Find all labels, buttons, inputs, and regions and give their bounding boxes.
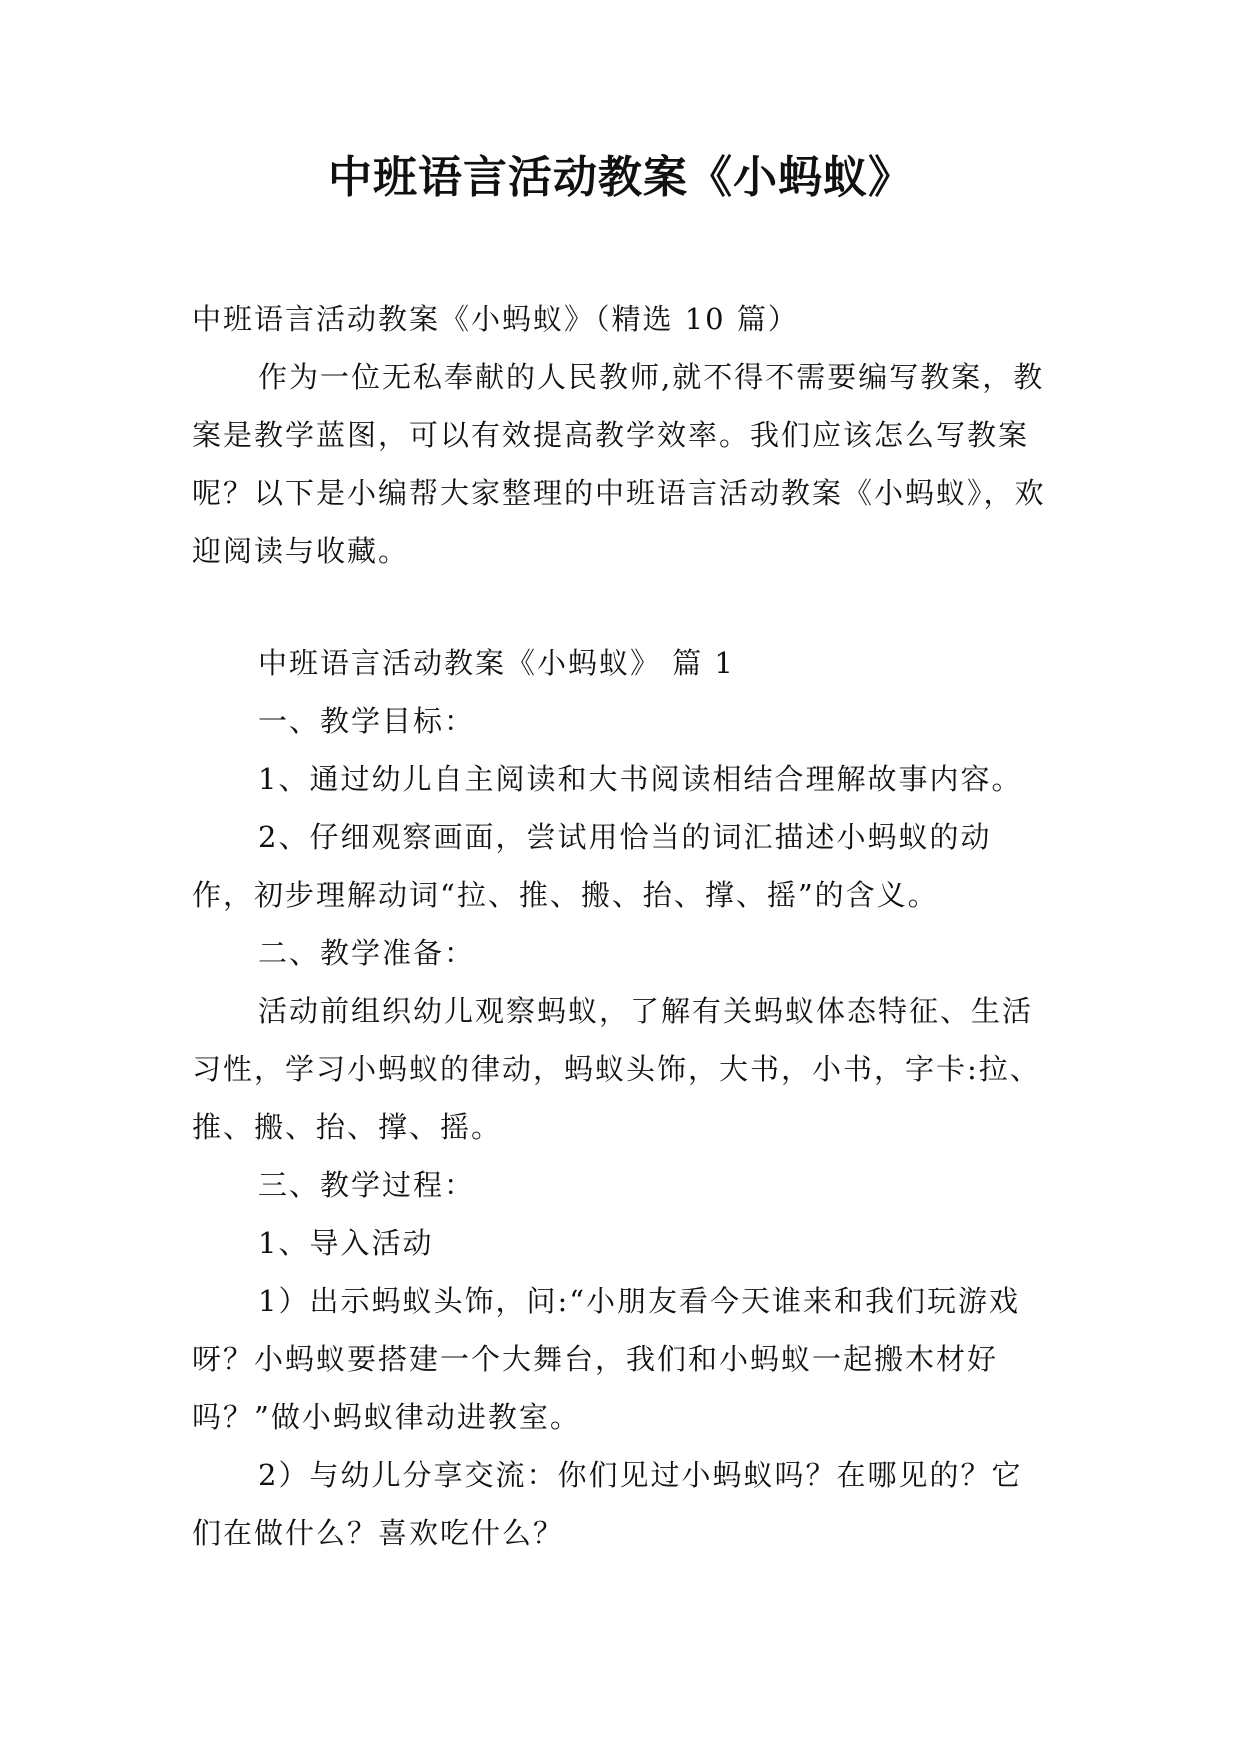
preparation-paragraph: 活动前组织幼儿观察蚂蚁，了解有关蚂蚁体态特征、生活习性，学习小蚂蚁的律动，蚂蚁头饰，大书，小书，字卡:拉、推、搬、抬、撑、摇。 xyxy=(192,994,1041,1144)
process-substep-2: 2）与幼儿分享交流：你们见过小蚂蚁吗？在哪见的？它们在做什么？喜欢吃什么？ xyxy=(192,1458,1023,1550)
subtitle-paragraph: 中班语言活动教案《小蚂蚁》（精选 10 篇） xyxy=(192,302,799,336)
teaching-goals-heading: 一、教学目标： xyxy=(258,704,476,738)
goal-item-2: 2、仔细观察画面，尝试用恰当的词汇描述小蚂蚁的动作，初步理解动词“拉、推、搬、抬、撑、摇”的含义。 xyxy=(192,820,992,912)
document-body xyxy=(192,290,1052,1562)
preparation-heading: 二、教学准备： xyxy=(258,936,476,970)
goal-item-1: 1、通过幼儿自主阅读和大书阅读相结合理解故事内容。 xyxy=(258,762,1023,796)
process-heading: 三、教学过程： xyxy=(258,1168,476,1202)
document-title: 中班语言活动教案《小蚂蚁》 xyxy=(328,152,913,203)
section-spacer xyxy=(192,580,1052,634)
intro-paragraph: 作为一位无私奉献的人民教师,就不得不需要编写教案，教案是教学蓝图，可以有效提高教学效率。我们应该怎么写教案呢？以下是小编帮大家整理的中班语言活动教案《小蚂蚁》，欢迎阅读与收藏。 xyxy=(192,360,1046,568)
process-step-1: 1、导入活动 xyxy=(258,1226,434,1260)
process-substep-1: 1）出示蚂蚁头饰，问:“小朋友看今天谁来和我们玩游戏呀？小蚂蚁要搭建一个大舞台，我们和小蚂蚁一起搬木材好吗？”做小蚂蚁律动进教室。 xyxy=(192,1284,1021,1434)
section-heading: 中班语言活动教案《小蚂蚁》 篇 1 xyxy=(258,646,735,680)
